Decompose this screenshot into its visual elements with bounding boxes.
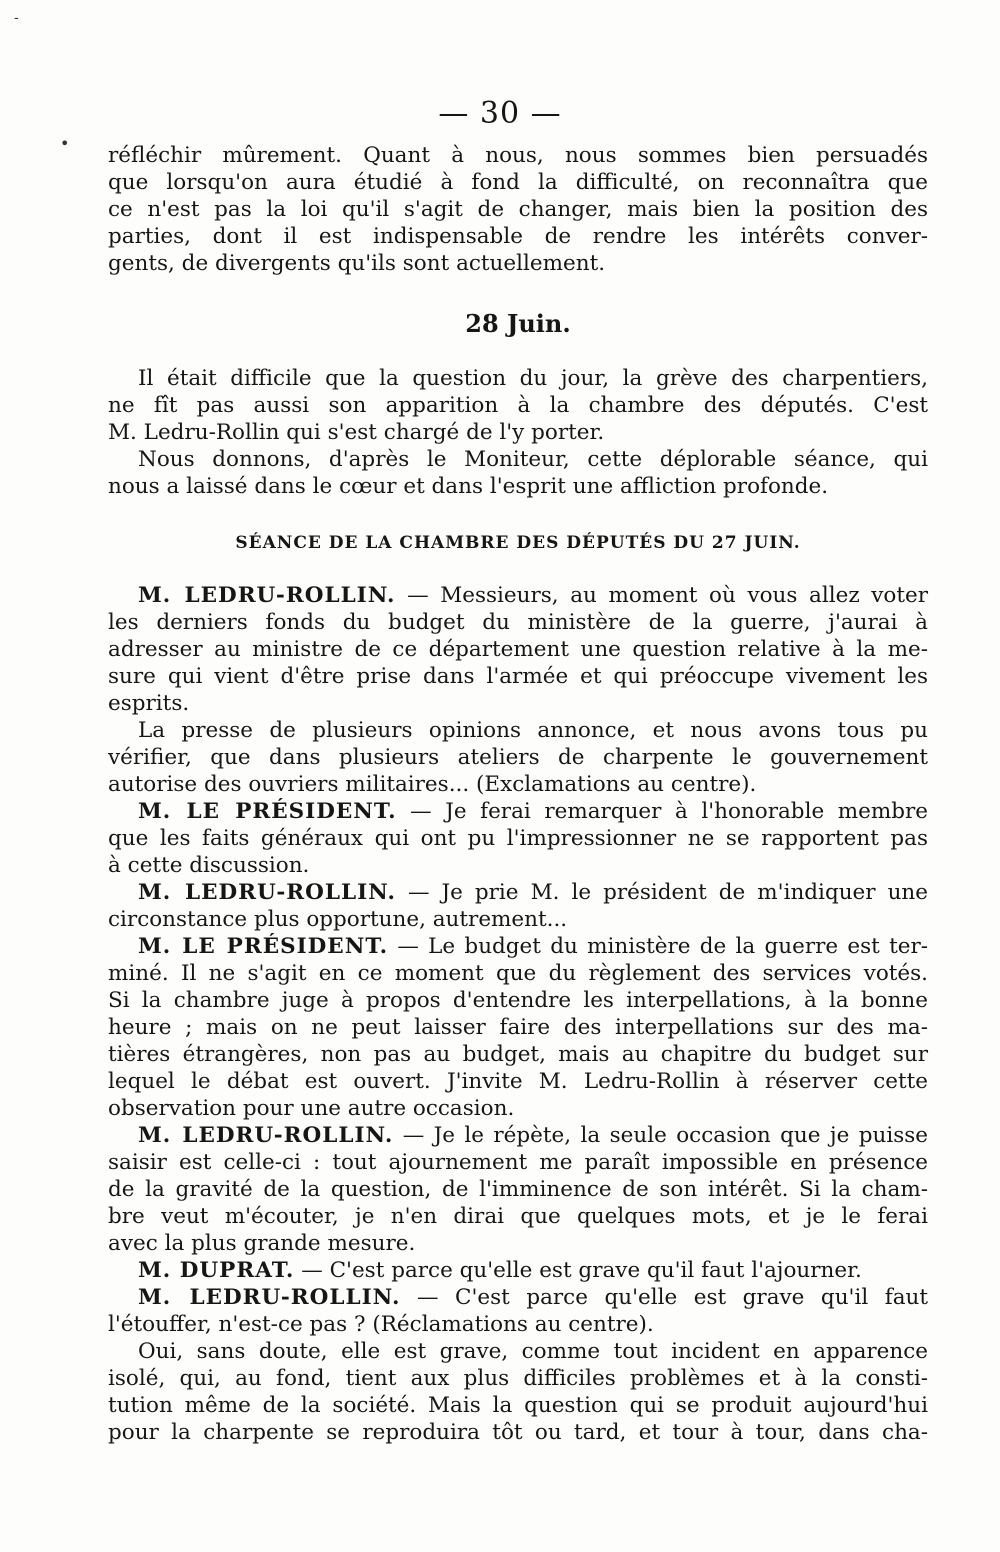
paragraph-moniteur — [108, 446, 928, 500]
text-line: réfléchir mûrement. Quant à nous, nous sommes bien persuadés — [108, 143, 928, 168]
date-heading: 28 Juin. — [465, 309, 571, 338]
text-line: de la gravité de la question, de l'imminence de son intérêt. Si la cham- — [108, 1177, 928, 1202]
text-line: les derniers fonds du budget du ministère de la guerre, j'aurai à — [108, 610, 928, 635]
text-line: Si la chambre juge à propos d'entendre les interpellations, à la bonne — [108, 988, 928, 1013]
speech-first-line — [108, 1122, 928, 1149]
text-line: Il était difficile que la question du jour, la grève des charpentiers, — [138, 366, 928, 391]
speech-ledru-rollin-1 — [108, 582, 928, 798]
speech-president-2 — [108, 933, 928, 1122]
text-line: tution même de la société. Mais la question qui se produit aujourd'hui — [108, 1393, 928, 1418]
text-line: nous a laissé dans le cœur et dans l'esprit une affliction profonde. — [108, 474, 829, 499]
speech-first-line — [108, 582, 928, 609]
text-line: Oui, sans doute, elle est grave, comme tout incident en apparence — [138, 1339, 928, 1364]
text-line: que lorsqu'on aura étudié à fond la difficulté, on reconnaîtra que — [108, 170, 928, 195]
section-heading: SÉANCE DE LA CHAMBRE DES DÉPUTÉS DU 27 JUIN. — [235, 533, 801, 553]
text-line: que les faits généraux qui ont pu l'impressionner ne se rapportent pas — [108, 826, 928, 851]
speech-duprat-1 — [108, 1257, 928, 1284]
text-line: La presse de plusieurs opinions annonce, et nous avons tous pu — [138, 718, 928, 743]
speech-text: — C'est parce qu'elle est grave qu'il faut — [416, 1285, 928, 1310]
text-line: lequel le débat est ouvert. J'invite M. Ledru-Rollin à réserver cette — [108, 1069, 928, 1094]
speaker-name: M. LE PRÉSIDENT. — [138, 934, 389, 959]
text-line: heure ; mais on ne peut laisser faire des interpellations sur des ma- — [108, 1015, 928, 1040]
text-line: esprits. — [108, 691, 190, 716]
text-line: pour la charpente se reproduira tôt ou tard, et tour à tour, dans cha- — [108, 1420, 928, 1445]
margin-mark: - — [14, 10, 19, 26]
speech-ledru-rollin-3 — [108, 1122, 928, 1257]
text-line: bre veut m'écouter, je n'en dirai que quelques mots, et je le ferai — [108, 1204, 928, 1229]
text-line: adresser au ministre de ce département une question relative à la me- — [108, 637, 928, 662]
speech-text: — Messieurs, au moment où vous allez voter — [407, 583, 928, 608]
text-line: autorise des ouvriers militaires... (Exclamations au centre). — [108, 772, 757, 797]
speech-text: — C'est parce qu'elle est grave qu'il faut l'ajourner. — [301, 1258, 862, 1283]
speech-text: — Je prie M. le président de m'indiquer une — [407, 880, 928, 905]
text-line: observation pour une autre occasion. — [108, 1096, 515, 1121]
text-line: isolé, qui, au fond, tient aux plus difficiles problèmes et à la consti- — [108, 1366, 928, 1391]
speaker-name: M. LE PRÉSIDENT. — [138, 799, 397, 824]
text-line: à cette discussion. — [108, 853, 310, 878]
text-line: M. Ledru-Rollin qui s'est chargé de l'y porter. — [108, 420, 605, 445]
speech-text: — Je le répète, la seule occasion que je puisse — [402, 1123, 928, 1148]
text-line: Nous donnons, d'après le Moniteur, cette déplorable séance, qui — [138, 447, 928, 472]
speaker-name: M. LEDRU-ROLLIN. — [138, 1285, 401, 1310]
text-line: ne fît pas aussi son apparition à la chambre des députés. C'est — [108, 393, 928, 418]
text-line: miné. Il ne s'agit en ce moment que du règlement des services votés. — [108, 961, 928, 986]
text-line: gents, de divergents qu'ils sont actuellement. — [108, 251, 606, 276]
text-line: circonstance plus opportune, autrement... — [108, 907, 568, 932]
speaker-name: M. LEDRU-ROLLIN. — [138, 1123, 394, 1148]
speech-first-line — [108, 879, 928, 906]
text-line: vérifier, que dans plusieurs ateliers de charpente le gouvernement — [108, 745, 928, 770]
text-line: l'étouffer, n'est-ce pas ? (Réclamations au centre). — [108, 1312, 654, 1337]
margin-bullet: • — [60, 134, 70, 153]
text-line: tières étrangères, non pas au budget, mais au chapitre du budget sur — [108, 1042, 928, 1067]
speech-ledru-rollin-4 — [108, 1284, 928, 1446]
text-line: parties, dont il est indispensable de rendre les intérêts conver- — [108, 224, 928, 249]
speaker-name: M. LEDRU-ROLLIN. — [138, 583, 396, 608]
speech-text: — Le budget du ministère de la guerre est ter- — [397, 934, 928, 959]
text-line: sure qui vient d'être prise dans l'armée et qui préoccupe vivement les — [108, 664, 928, 689]
speech-text: — Je ferai remarquer à l'honorable membre — [410, 799, 928, 824]
speaker-name: M. LEDRU-ROLLIN. — [138, 880, 396, 905]
paragraph-strike — [108, 365, 928, 446]
text-line: avec la plus grande mesure. — [108, 1231, 416, 1256]
speech-ledru-rollin-2 — [108, 879, 928, 933]
body-text — [108, 142, 928, 1446]
speech-first-line — [108, 1257, 928, 1284]
speech-first-line — [108, 933, 928, 960]
intro-paragraph — [108, 142, 928, 277]
speech-president-1 — [108, 798, 928, 879]
speech-first-line — [108, 798, 928, 825]
speaker-name: M. DUPRAT. — [138, 1258, 295, 1283]
speech-first-line — [108, 1284, 928, 1311]
text-line: saisir est celle-ci : tout ajournement me paraît impossible en présence — [108, 1150, 928, 1175]
page-number: — 30 — — [438, 96, 562, 131]
text-line: ce n'est pas la loi qu'il s'agit de changer, mais bien la position des — [108, 197, 928, 222]
